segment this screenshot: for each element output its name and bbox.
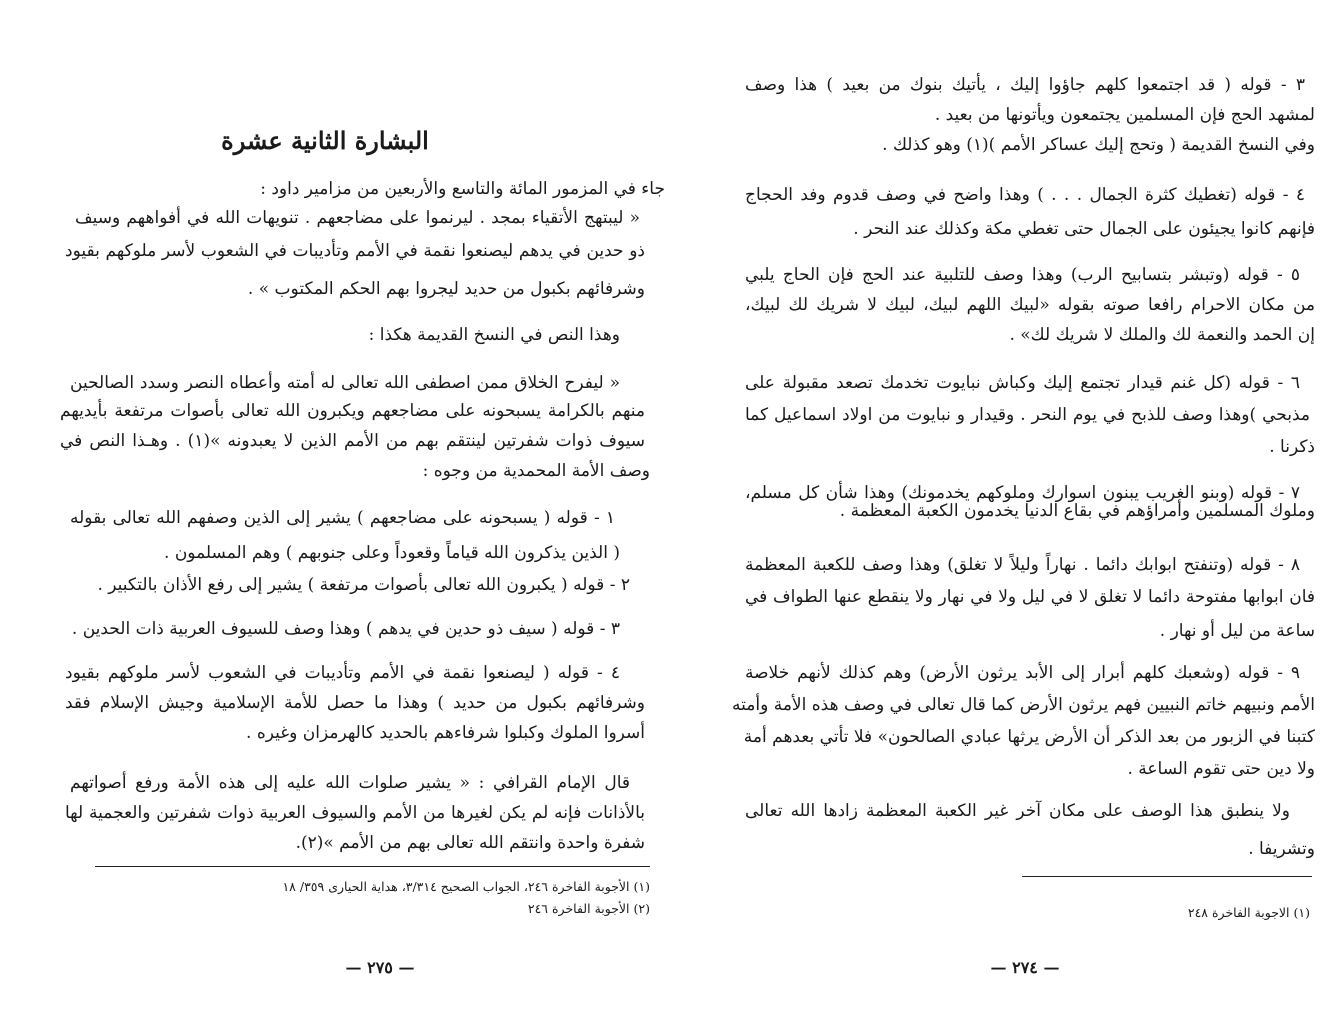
right-page <box>660 0 1320 1020</box>
footnote-separator <box>1022 876 1312 877</box>
text-line: ٤ - قوله ( ليصنعوا نقمة في الأمم وتأديبات في الشعوب لأسر ملوكهم بقيود <box>65 663 620 683</box>
text-line: وتشريفا . <box>1248 839 1315 859</box>
text-line: ( الذين يذكرون الله قياماً وقعوداً وعلى جنوبهم ) وهم المسلمون . <box>164 543 620 563</box>
text-line: ٣ - قوله ( سيف ذو حدين في يدهم ) وهذا وصف للسيوف العربية ذات الحدين . <box>71 619 620 639</box>
text-line: قال الإمام القرافي : « يشير صلوات الله عليه إلى هذه الأمة ورفع أصواتهم <box>70 773 630 793</box>
text-line: ولا دين حتى تقوم الساعة . <box>1127 759 1315 779</box>
text-line: ١ - قوله ( يسبحونه على مضاجعهم ) يشير إلى الذين وصفهم الله تعالى بقوله <box>70 508 615 528</box>
text-line: لمشهد الحج فإن المسلمين يجتمعون ويأتونها من بعيد . <box>934 105 1315 125</box>
text-line: جاء في المزمور المائة والتاسع والأربعين من مزامير داود : <box>260 179 665 199</box>
text-line: ساعة من ليل أو نهار . <box>1159 621 1315 641</box>
text-line: ٨ - قوله (وتنفتح ابوابك دائما . نهاراً وليلاً لا تغلق) وهذا وصف للكعبة المعظمة <box>745 555 1300 575</box>
text-line: ٤ - قوله (تغطيك كثرة الجمال . . . ) وهذا واضح في وصف قدوم وفد الحجاج <box>745 185 1305 205</box>
text-line: ٩ - قوله (وشعبك كلهم أبرار إلى الأبد يرثون الأرض) وهم كذلك لأنهم خلاصة <box>745 663 1300 683</box>
text-line: كتبنا في الزبور من بعد الذكر أن الأرض يرثها عبادي الصالحون» فلا تأتي بعدهم أمة <box>743 727 1315 747</box>
footnote-separator <box>95 866 650 867</box>
text-line: منهم بالكرامة يسبحونه على مضاجعهم ويكبرون الله تعالى بأصوات مرتفعة بأيديهم <box>60 401 645 421</box>
text-line: فان ابوابها مفتوحة دائما لا تغلق لا في ليل ولا في نهار ولا ينقطع عنها الطواف في <box>745 587 1315 607</box>
text-line: مذبحي )وهذا وصف للذبح في يوم النحر . وقيدار و نبايوت من اولاد اسماعيل كما <box>745 405 1310 425</box>
text-line: ٢ - قوله ( يكبرون الله تعالى بأصوات مرتفعة ) يشير إلى رفع الأذان بالتكبير . <box>97 575 630 595</box>
text-line: ذو حدين في يدهم ليصنعوا نقمة في الأمم وتأديبات في الشعوب لأسر ملوكهم بقيود <box>65 241 645 261</box>
text-line: وشرفائهم بكبول من حديد ) وهذا ما حصل للأمة الإسلامية وجيش الإسلام فقد <box>65 693 645 713</box>
footnote: (١) الأجوبة الفاخرة ٢٤٦، الجواب الصحيح ٣/٣١٤، هداية الحيارى ٣٥٩/ ١٨ <box>282 879 650 894</box>
text-line: فإنهم كانوا يجيئون على الجمال حتى تغطي مكة وكذلك عند النحر . <box>853 219 1315 239</box>
footnote: (٢) الأجوبة الفاخرة ٢٤٦ <box>527 901 650 916</box>
text-line: شفرة واحدة وانتقم الله تعالى بهم من الأمم »(٢). <box>295 833 645 853</box>
text-line: ٦ - قوله (كل غنم قيدار تجتمع إليك وكباش نبايوت تخدمك تصعد مقبولة على <box>745 373 1300 393</box>
text-line: وشرفائهم بكبول من حديد ليجروا بهم الحكم المكتوب » . <box>247 279 645 299</box>
text-line: بالأذانات فإنه لم يكن لغيرها من الأمم والسيوف العربية ذوات شفرتين والعجمية لها <box>65 803 645 823</box>
text-line: ٣ - قوله ( قد اجتمعوا كلهم جاؤوا إليك ، يأتيك بنوك من بعيد ) هذا وصف <box>745 75 1305 95</box>
text-line: من مكان الاحرام رافعا صوته بقوله «لبيك اللهم لبيك، لبيك لا شريك لك لبيك، <box>745 295 1315 315</box>
page-number: — ٢٧٤ — <box>990 958 1060 977</box>
text-line: « ليبتهج الأتقياء بمجد . ليرنموا على مضاجعهم . تنويهات الله في أفواههم وسيف <box>75 208 640 228</box>
text-line: ولا ينطبق هذا الوصف على مكان آخر غير الكعبة المعظمة زادها الله تعالى <box>745 801 1290 821</box>
text-line: وهذا النص في النسخ القديمة هكذا : <box>368 325 620 345</box>
text-line: أسروا الملوك وكبلوا شرفاءهم بالحديد كالهرمزان وغيره . <box>246 723 645 743</box>
text-line: ٧ - قوله (وبنو الغريب يبنون اسوارك وملوكهم يخدمونك) وهذا شأن كل مسلم، <box>745 483 1300 503</box>
text-line: وصف الأمة المحمدية من وجوه : <box>422 461 650 481</box>
page-number: — ٢٧٥ — <box>345 958 415 977</box>
text-line: « ليفرح الخلاق ممن اصطفى الله تعالى له أمته وأعطاه النصر وسدد الصالحين <box>70 373 620 393</box>
text-line: وفي النسخ القديمة ( وتحج إليك عساكر الأمم )(١) وهو كذلك . <box>882 135 1315 155</box>
text-line: سيوف ذوات شفرتين لينتقم بهم من الأمم الذين لا يعبدونه »(١) . وهـذا النص في <box>60 431 646 451</box>
text-line: الأمم ونبيهم خاتم النبيين فهم يرثون الأرض كما قال تعالى في وصف هذه الأمة وأمته <box>732 695 1315 715</box>
text-line: إن الحمد والنعمة لك والملك لا شريك لك» . <box>1009 325 1315 345</box>
text-line: ذكرنا . <box>1269 437 1315 457</box>
footnote: (١) الاجوبة الفاخرة ٢٤٨ <box>1187 905 1310 920</box>
text-line: وملوك المسلمين وأمراؤهم في بقاع الدنيا يخدمون الكعبة المعظمة . <box>839 501 1315 521</box>
text-line: ٥ - قوله (وتبشر بتسابيح الرب) وهذا وصف للتلبية عند الحج فإن الحاج يلبي <box>745 265 1300 285</box>
section-title: البشارة الثانية عشرة <box>221 126 429 155</box>
